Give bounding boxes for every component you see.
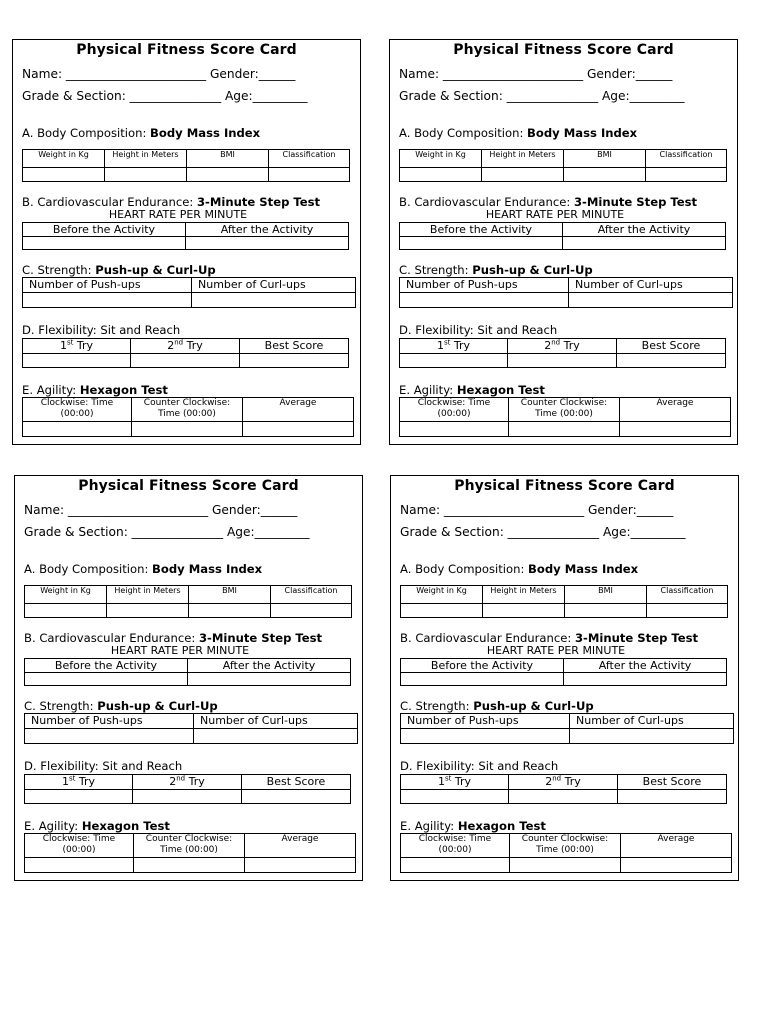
height-cell[interactable] [482,168,564,182]
curlups-cell[interactable] [570,729,734,744]
bmi-cell[interactable] [564,168,646,182]
first-try-cell[interactable] [23,354,131,368]
after-activity-cell[interactable] [186,237,349,250]
best-score-header: Best Score [240,339,349,354]
second-try-cell[interactable] [131,354,240,368]
after-activity-cell[interactable] [564,673,727,686]
flexibility-heading: D. Flexibility: Sit and Reach [22,323,181,337]
second-try-header: 2nd Try [509,775,618,790]
clockwise-cell[interactable] [400,422,509,437]
curlups-header: Number of Curl-ups [569,278,733,293]
flexibility-table [399,338,726,368]
cardio-table [399,222,726,250]
first-try-cell[interactable] [401,790,509,804]
weight-header: Weight in Kg [25,586,107,604]
first-try-header: 1st Try [25,775,133,790]
cardio-table [22,222,349,250]
grade-age-line: Grade & Section: _______________ Age:_________ [24,525,310,539]
counter-clockwise-header: Counter Clockwise: Time (00:00) [509,398,620,422]
best-score-cell[interactable] [618,790,727,804]
card-title: Physical Fitness Score Card [453,42,674,58]
cardio-table [24,658,351,686]
body-composition-table [24,585,352,618]
classification-header: Classification [269,150,350,168]
pushups-header: Number of Push-ups [25,714,194,729]
cardio-heading: B. Cardiovascular Endurance: 3-Minute Step Test [24,631,323,645]
body-composition-heading: A. Body Composition: Body Mass Index [22,126,261,140]
second-try-header: 2nd Try [508,339,617,354]
clockwise-header: Clockwise: Time (00:00) [23,398,132,422]
cardio-heading: B. Cardiovascular Endurance: 3-Minute Step Test [400,631,699,645]
card-title: Physical Fitness Score Card [76,42,297,58]
before-activity-header: Before the Activity [23,223,186,237]
height-header: Height in Meters [107,586,189,604]
height-cell[interactable] [107,604,189,618]
counter-clockwise-header: Counter Clockwise: Time (00:00) [132,398,243,422]
bmi-header: BMI [565,586,647,604]
body-composition-heading: A. Body Composition: Body Mass Index [400,562,639,576]
heart-rate-subheading: HEART RATE PER MINUTE [108,208,248,221]
curlups-cell[interactable] [194,729,358,744]
cardio-heading: B. Cardiovascular Endurance: 3-Minute Step Test [22,195,321,209]
pushups-cell[interactable] [25,729,194,744]
card-title: Physical Fitness Score Card [78,478,299,494]
flexibility-heading: D. Flexibility: Sit and Reach [400,759,559,773]
agility-table [24,833,356,873]
clockwise-cell[interactable] [23,422,132,437]
flexibility-table [22,338,349,368]
classification-cell[interactable] [646,168,727,182]
height-header: Height in Meters [483,586,565,604]
first-try-cell[interactable] [400,354,508,368]
bmi-cell[interactable] [565,604,647,618]
average-cell[interactable] [243,422,354,437]
height-header: Height in Meters [105,150,187,168]
weight-cell[interactable] [401,604,483,618]
after-activity-header: After the Activity [186,223,349,237]
name-gender-line: Name: _______________________ Gender:______ [24,503,298,517]
counter-clockwise-cell[interactable] [132,422,243,437]
strength-heading: C. Strength: Push-up & Curl-Up [400,699,594,713]
grade-age-line: Grade & Section: _______________ Age:_________ [400,525,686,539]
pushups-header: Number of Push-ups [401,714,570,729]
pushups-cell[interactable] [401,729,570,744]
second-try-cell[interactable] [509,790,618,804]
classification-header: Classification [647,586,728,604]
bmi-header: BMI [189,586,271,604]
height-cell[interactable] [105,168,187,182]
strength-table [24,713,358,744]
counter-clockwise-cell[interactable] [509,422,620,437]
weight-header: Weight in Kg [23,150,105,168]
pushups-cell[interactable] [23,293,192,308]
classification-header: Classification [271,586,352,604]
weight-cell[interactable] [23,168,105,182]
average-header: Average [620,398,731,422]
after-activity-cell[interactable] [188,673,351,686]
clockwise-cell[interactable] [25,858,134,873]
cardio-heading: B. Cardiovascular Endurance: 3-Minute Step Test [399,195,698,209]
before-activity-header: Before the Activity [25,659,188,673]
classification-cell[interactable] [647,604,728,618]
heart-rate-subheading: HEART RATE PER MINUTE [485,208,625,221]
score-card-top-left [12,39,361,445]
agility-table [399,397,731,437]
weight-cell[interactable] [25,604,107,618]
clockwise-header: Clockwise: Time (00:00) [25,834,134,858]
body-composition-table [399,149,727,182]
curlups-header: Number of Curl-ups [192,278,356,293]
body-composition-table [22,149,350,182]
second-try-header: 2nd Try [131,339,240,354]
height-header: Height in Meters [482,150,564,168]
curlups-cell[interactable] [569,293,733,308]
strength-table [399,277,733,308]
curlups-header: Number of Curl-ups [194,714,358,729]
after-activity-header: After the Activity [563,223,726,237]
before-activity-cell[interactable] [25,673,188,686]
clockwise-cell[interactable] [401,858,510,873]
average-cell[interactable] [245,858,356,873]
flexibility-heading: D. Flexibility: Sit and Reach [24,759,183,773]
grade-age-line: Grade & Section: _______________ Age:_________ [22,89,308,103]
strength-heading: C. Strength: Push-up & Curl-Up [24,699,218,713]
weight-cell[interactable] [400,168,482,182]
curlups-cell[interactable] [192,293,356,308]
agility-heading: E. Agility: Hexagon Test [399,383,545,397]
counter-clockwise-header: Counter Clockwise: Time (00:00) [510,834,621,858]
score-card-top-right [389,39,738,445]
first-try-header: 1st Try [23,339,131,354]
pushups-header: Number of Push-ups [400,278,569,293]
card-title: Physical Fitness Score Card [454,478,675,494]
bmi-cell[interactable] [189,604,271,618]
strength-table [400,713,734,744]
clockwise-header: Clockwise: Time (00:00) [401,834,510,858]
agility-heading: E. Agility: Hexagon Test [22,383,168,397]
second-try-header: 2nd Try [133,775,242,790]
before-activity-cell[interactable] [401,673,564,686]
second-try-cell[interactable] [508,354,617,368]
bmi-header: BMI [187,150,269,168]
best-score-header: Best Score [242,775,351,790]
pushups-header: Number of Push-ups [23,278,192,293]
before-activity-header: Before the Activity [400,223,563,237]
best-score-cell[interactable] [617,354,726,368]
classification-cell[interactable] [271,604,352,618]
name-gender-line: Name: _______________________ Gender:______ [22,67,296,81]
average-cell[interactable] [621,858,732,873]
strength-table [22,277,356,308]
second-try-cell[interactable] [133,790,242,804]
agility-heading: E. Agility: Hexagon Test [24,819,170,833]
clockwise-header: Clockwise: Time (00:00) [400,398,509,422]
body-composition-heading: A. Body Composition: Body Mass Index [399,126,638,140]
after-activity-cell[interactable] [563,237,726,250]
after-activity-header: After the Activity [564,659,727,673]
agility-heading: E. Agility: Hexagon Test [400,819,546,833]
pushups-cell[interactable] [400,293,569,308]
best-score-header: Best Score [617,339,726,354]
name-gender-line: Name: _______________________ Gender:______ [400,503,674,517]
first-try-cell[interactable] [25,790,133,804]
bmi-cell[interactable] [187,168,269,182]
best-score-header: Best Score [618,775,727,790]
average-header: Average [245,834,356,858]
agility-table [22,397,354,437]
best-score-cell[interactable] [240,354,349,368]
flexibility-table [400,774,727,804]
counter-clockwise-cell[interactable] [134,858,245,873]
after-activity-header: After the Activity [188,659,351,673]
name-gender-line: Name: _______________________ Gender:______ [399,67,673,81]
before-activity-cell[interactable] [400,237,563,250]
first-try-header: 1st Try [400,339,508,354]
first-try-header: 1st Try [401,775,509,790]
average-header: Average [243,398,354,422]
grade-age-line: Grade & Section: _______________ Age:_________ [399,89,685,103]
body-composition-heading: A. Body Composition: Body Mass Index [24,562,263,576]
best-score-cell[interactable] [242,790,351,804]
body-composition-table [400,585,728,618]
counter-clockwise-header: Counter Clockwise: Time (00:00) [134,834,245,858]
weight-header: Weight in Kg [400,150,482,168]
average-header: Average [621,834,732,858]
strength-heading: C. Strength: Push-up & Curl-Up [22,263,216,277]
cardio-table [400,658,727,686]
counter-clockwise-cell[interactable] [510,858,621,873]
average-cell[interactable] [620,422,731,437]
score-card-bottom-left [14,475,363,881]
before-activity-header: Before the Activity [401,659,564,673]
before-activity-cell[interactable] [23,237,186,250]
flexibility-table [24,774,351,804]
curlups-header: Number of Curl-ups [570,714,734,729]
heart-rate-subheading: HEART RATE PER MINUTE [486,644,626,657]
score-card-bottom-right [390,475,739,881]
height-cell[interactable] [483,604,565,618]
strength-heading: C. Strength: Push-up & Curl-Up [399,263,593,277]
classification-header: Classification [646,150,727,168]
flexibility-heading: D. Flexibility: Sit and Reach [399,323,558,337]
classification-cell[interactable] [269,168,350,182]
weight-header: Weight in Kg [401,586,483,604]
heart-rate-subheading: HEART RATE PER MINUTE [110,644,250,657]
agility-table [400,833,732,873]
bmi-header: BMI [564,150,646,168]
